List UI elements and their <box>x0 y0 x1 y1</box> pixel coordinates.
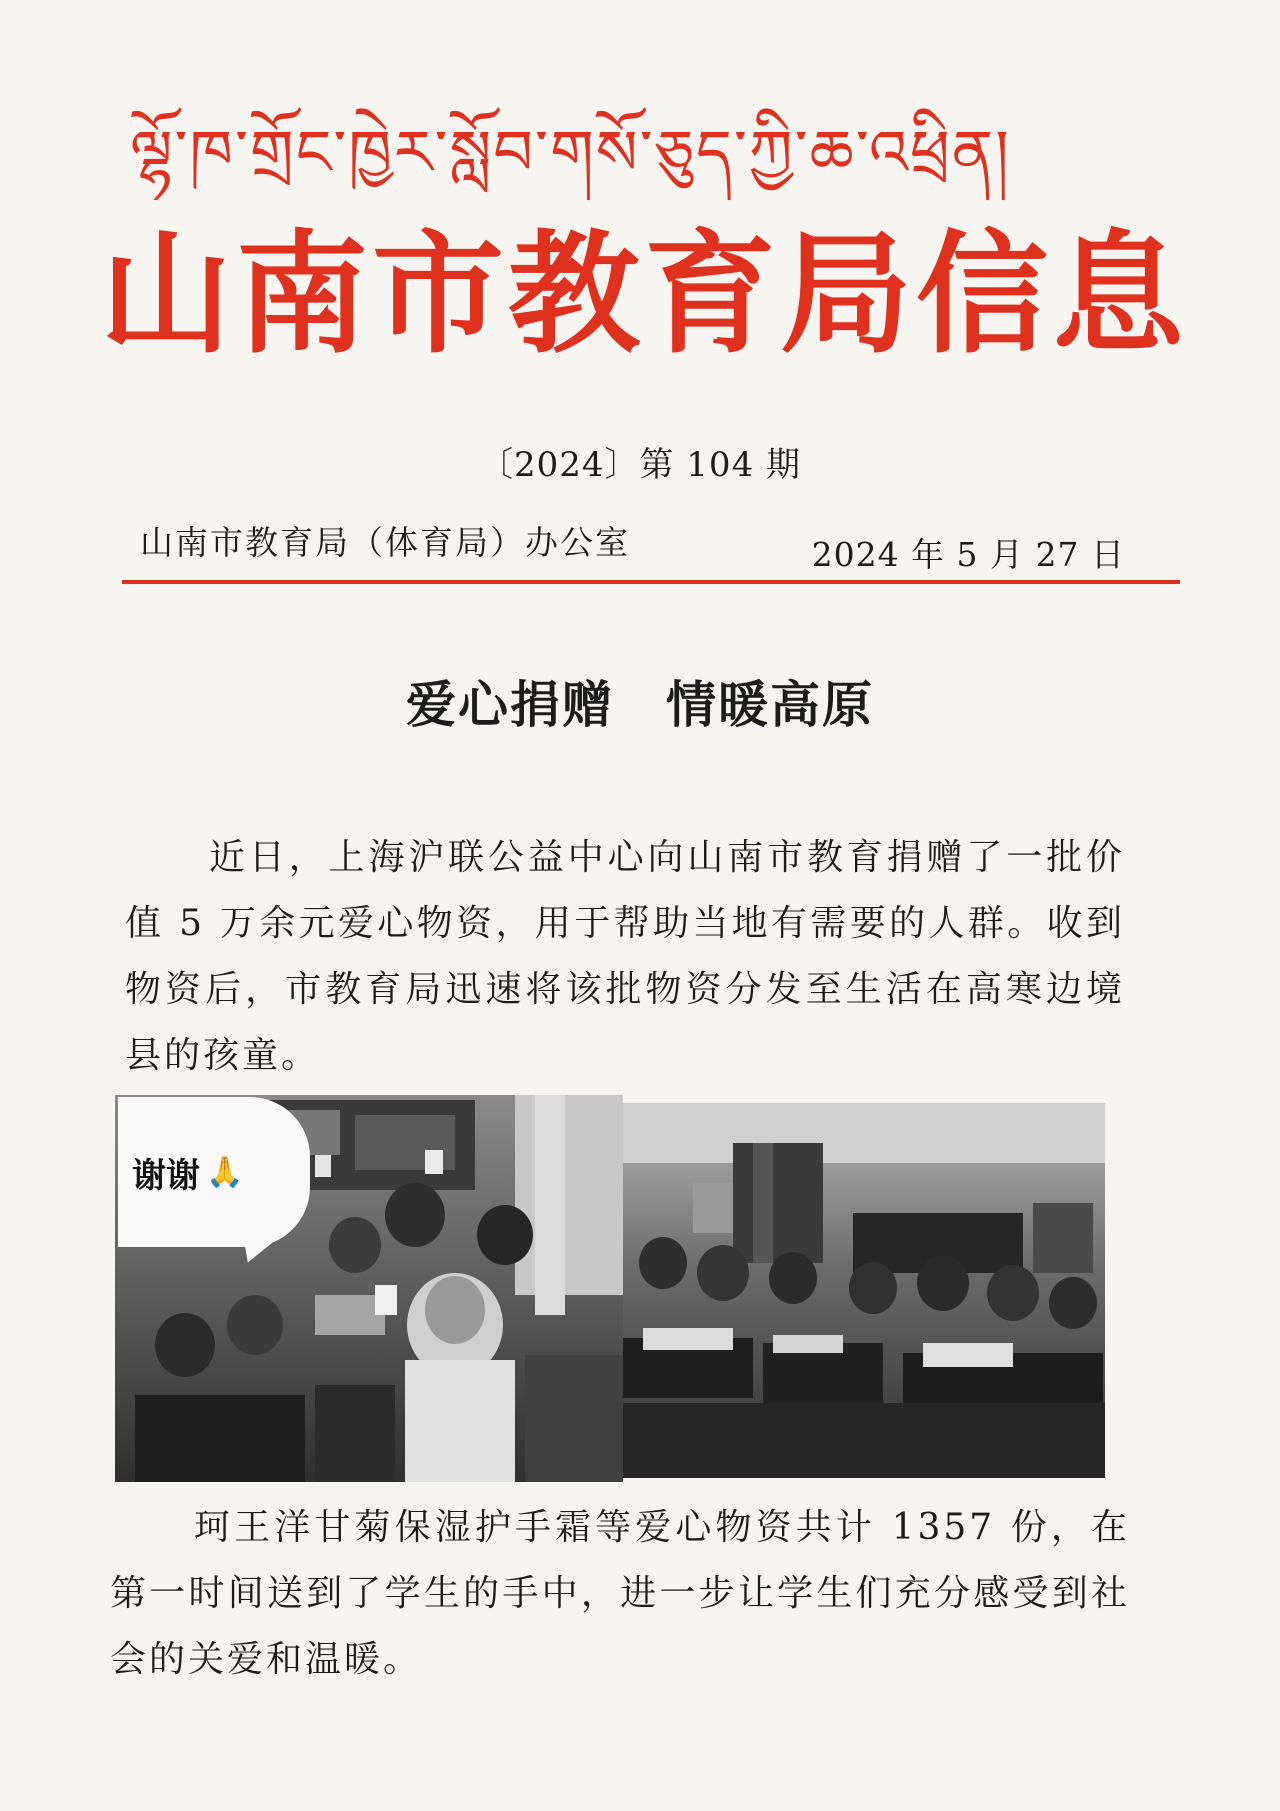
masthead-tibetan: ལྷོ་ཁ་གྲོང་ཁྱེར་སློབ་གསོ་ཅུད་ཀྱི་ཆ་འཕྲིན། <box>130 116 1011 189</box>
issuing-office: 山南市教育局（体育局）办公室 <box>140 523 630 562</box>
classroom-photo-right-image <box>623 1103 1105 1478</box>
article-paragraph-2: 珂王洋甘菊保湿护手霜等爱心物资共计 1357 份，在第一时间送到了学生的手中，进一步让学生们充分感受到社会的关爱和温暖。 <box>110 1507 1130 1680</box>
classroom-photo-right <box>623 1103 1105 1478</box>
header-divider <box>122 580 1180 584</box>
issue-number: 〔2024〕第 104 期 <box>478 445 802 485</box>
thanks-speech-bubble <box>118 1097 310 1247</box>
praying-hands-icon: 🙏 <box>206 1154 244 1190</box>
article-title: 爱心捐赠 情暖高原 <box>406 676 874 734</box>
article-paragraph-1: 近日，上海沪联公益中心向山南市教育捐赠了一批价值 5 万余元爱心物资，用于帮助当地有需要的人群。收到物资后，市教育局迅速将该批物资分发至生活在高寒边境县的孩童。 <box>125 837 1125 1076</box>
masthead-title: 山南市教育局信息 <box>100 218 1188 372</box>
thanks-text: 谢谢 <box>132 1155 200 1196</box>
issue-date: 2024 年 5 月 27 日 <box>811 535 1125 574</box>
